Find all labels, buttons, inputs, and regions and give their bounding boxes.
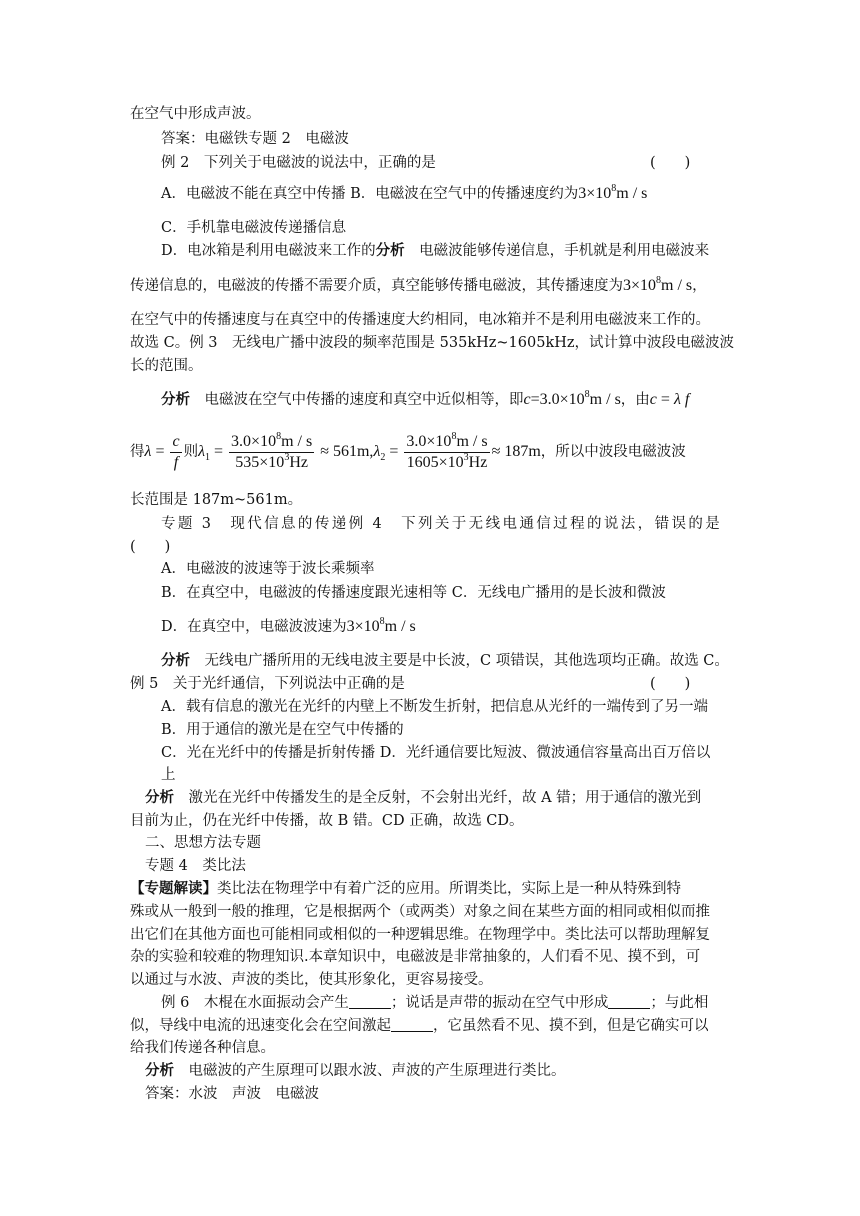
option-text: A．电磁波不能在真空中传播 B．电磁波在空气中的传播速度约为 (161, 186, 579, 202)
option-bc: B．在真空中，电磁波的传播速度跟光速相等 C．无线电广播用的是长波和微波 (161, 585, 666, 601)
example-3-analysis: 分析 电磁波在空气中传播的速度和真空中近似相等，即$c=3.0\times 10^8m / s$，由c = λ f (161, 389, 690, 408)
fill-blank (349, 994, 391, 1009)
example-4-analysis: 分析 无线电广播所用的无线电波主要是中长波，C 项错误，其他选项均正确。故选 C。 (161, 652, 729, 669)
option-text: D．电冰箱是利用电磁波来工作的 (161, 243, 376, 259)
section-heading: 二、思想方法专题 (145, 835, 261, 851)
text-line: 长范围是 187m~561m。 (130, 492, 303, 508)
text-line: 传递信息的，电磁波的传播不需要介质，真空能够传播电磁波，其传播速度为$3\times 10^8m / s$， (130, 275, 707, 294)
topic-heading: 专题 4 类比法 (145, 858, 246, 874)
answer-line: 答案：电磁铁专题 2 电磁波 (161, 131, 349, 147)
example-5-analysis: 分析 激光在光纤中传播发生的是全反射，不会射出光纤，故 A 错；用于通信的激光到 (145, 789, 702, 806)
analysis-label: 分析 (161, 391, 190, 408)
answer-bracket: ( ) (650, 155, 691, 171)
topic-intro: 【专题解读】类比法在物理学中有着广泛的应用。所谓类比，实际上是一种从特殊到特 (130, 880, 681, 897)
example-4-question: 专题 3 现代信息的传递例 4 下列关于无线电通信过程的说法，错误的是 (161, 516, 723, 532)
text-line: 殊或从一般到一般的推理，它是根据两个（或两类）对象之间在某些方面的相同或相似而推 (130, 904, 710, 920)
answer-bracket: ( ) (130, 539, 171, 555)
example-2-question: 例 2 下列关于电磁波的说法中，正确的是 (161, 155, 436, 171)
option-c: C．手机靠电磁波传递播信息 (161, 220, 347, 236)
topic-intro-label: 【专题解读】 (130, 880, 217, 897)
formula-lambda1: $\lambda_1$ = $\frac{3.0\times 10^8m / s}{535\times 10^3Hz}$ ≈ $561m,\lambda_2$ = $\frac{3.0\times 10^8m / s}{1605\times 10^3Hz}$ ≈ 187m (198, 430, 541, 471)
fill-blank (608, 994, 650, 1009)
wavelength-formula-line: 得λ = $\frac{c}{f}$ 则$\lambda_1$ = $\frac{3.0\times 10^8m / s}{535\times 10^3Hz}$ ≈ $561m,\lambda_2$ = $\frac{3.0\times 10^8m / s}{1605\times 10^3Hz}$ ≈ 187m，所以中波段电磁波波 (130, 430, 686, 471)
option-a: A．电磁波的波速等于波长乘频率 (161, 561, 375, 577)
formula-speed: $3\times 10^8m / s$ (578, 183, 648, 202)
formula-lambda: λ = $\frac{c}{f}$ (144, 432, 180, 471)
text-line: 以通过与水波、声波的类比，使其形象化，更容易接受。 (130, 972, 493, 988)
text-line: 在空气中的传播速度与在真空中的传播速度大约相同，电冰箱并不是利用电磁波来工作的。 (130, 312, 710, 328)
text-line: 长的范围。 (130, 358, 203, 374)
text-line: 似，导线中电流的迅速变化会在空间激起 ，它虽然看不见、摸不到，但是它确实可以 (130, 1018, 709, 1034)
fill-blank (391, 1017, 433, 1032)
analysis-text: 电磁波能够传递信息，手机就是利用电磁波来 (404, 243, 710, 259)
example-5-question: 例 5 关于光纤通信，下列说法中正确的是 (130, 676, 405, 692)
text-line: 给我们传递各种信息。 (130, 1040, 275, 1056)
analysis-label: 分析 (375, 242, 405, 259)
text-line: 杂的实验和较难的物理知识.本章知识中，电磁波是非常抽象的，人们看不见、摸不到，可 (130, 949, 701, 965)
analysis-label: 分析 (145, 1062, 174, 1079)
answer-bracket: ( ) (650, 676, 691, 692)
example-6-question: 例 6 木棍在水面振动会产生 ；说话是声带的振动在空气中形成 ；与此相 (161, 995, 709, 1011)
text-line: 在空气中形成声波。 (130, 106, 261, 122)
text-line: 上 (161, 767, 176, 783)
formula-c-value: $c=3.0\times 10^8m / s$ (523, 389, 621, 408)
answer-line: 答案：水波 声波 电磁波 (145, 1086, 319, 1102)
example-6-analysis: 分析 电磁波的产生原理可以跟水波、声波的产生原理进行类比。 (145, 1062, 566, 1079)
option-cd: C．光在光纤中的传播是折射传播 D．光纤通信要比短波、微波通信容量高出百万倍以 (161, 745, 711, 761)
formula-speed: $3\times 10^8m / s$ (346, 616, 416, 635)
option-d-analysis (161, 241, 709, 261)
formula-wave-relation: c = λ f (649, 391, 690, 408)
option-ab (161, 184, 647, 204)
option-d: D．在真空中，电磁波波速为$3\times 10^8m / s$ (161, 616, 416, 635)
analysis-label: 分析 (145, 789, 174, 806)
option-b: B．用于通信的激光是在空气中传播的 (161, 722, 404, 738)
analysis-label: 分析 (161, 652, 190, 669)
text-line: 出它们在其他方面也可能相同或相似的一种逻辑思维。在物理学中。类比法可以帮助理解复 (130, 927, 710, 943)
formula-speed: $3\times 10^8m / s$ (623, 275, 693, 294)
text-line: 目前为止，仍在光纤中传播，故 B 错。CD 正确，故选 CD。 (130, 813, 524, 829)
option-a: A．载有信息的激光在光纤的内壁上不断发生折射，把信息从光纤的一端传到了另一端 (161, 699, 708, 715)
text-line: 故选 C。例 3 无线电广播中波段的频率范围是 535kHz~1605kHz，试计算中波段电磁波波 (130, 335, 735, 351)
